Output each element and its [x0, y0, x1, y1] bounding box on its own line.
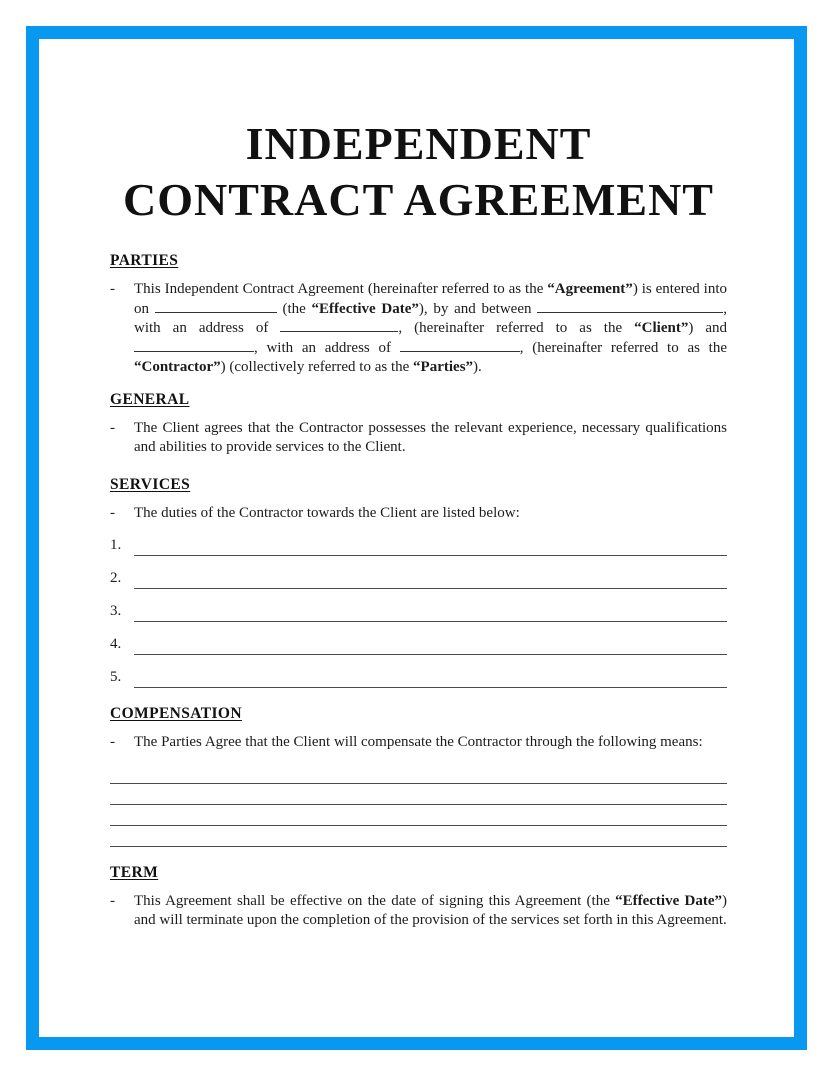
service-line-blank [134, 534, 727, 556]
services-heading: SERVICES [110, 475, 191, 493]
fill-in-blank [400, 339, 520, 352]
term-heading: TERM [110, 863, 159, 881]
service-line-number: 4. [110, 636, 122, 652]
compensation-bullet-item [110, 733, 727, 753]
service-line-4 [110, 622, 727, 655]
service-line-number: 5. [110, 669, 122, 685]
fill-in-blank [155, 300, 277, 313]
title-line-1: INDEPENDENT [245, 118, 592, 169]
section-parties [110, 251, 727, 378]
fill-in-blank [280, 319, 398, 332]
compensation-heading: COMPENSATION [110, 705, 242, 722]
document-title [110, 116, 727, 228]
service-line-blank [134, 633, 727, 655]
section-services [110, 475, 727, 689]
section-term [110, 863, 727, 931]
bold-term: “Contractor” [134, 359, 221, 375]
general-heading: GENERAL [110, 390, 190, 408]
bold-term: “Client” [634, 320, 689, 336]
general-paragraph: The Client agrees that the Contractor possesses the relevant experience, necessary qualifications and abilities to provide services to the Client. [134, 419, 727, 455]
services-paragraph: The duties of the Contractor towards the Client are listed below: [134, 504, 520, 521]
bullet-dash: - [110, 892, 115, 909]
service-line-blank [134, 600, 727, 622]
service-line-5 [110, 655, 727, 688]
bold-term: “Parties” [413, 359, 474, 375]
parties-bullet-item [110, 280, 727, 378]
section-compensation [110, 704, 727, 847]
bullet-dash: - [110, 281, 115, 297]
service-line-number: 3. [110, 603, 122, 619]
compensation-blank-line-4 [110, 846, 727, 847]
service-line-blank [134, 567, 727, 589]
compensation-paragraph: The Parties Agree that the Client will compensate the Contractor through the following means: [134, 734, 703, 750]
fill-in-blank [537, 300, 723, 313]
compensation-blank-line-1 [110, 783, 727, 784]
bold-term: “Agreement” [547, 281, 633, 297]
parties-heading: PARTIES [110, 252, 179, 269]
service-line-2 [110, 556, 727, 589]
service-line-number: 2. [110, 570, 122, 586]
parties-paragraph: This Independent Contract Agreement (hereinafter referred to as the “Agreement”) is entered into on (the “Effective Date”), by and between , with an address of , (hereinafter referred to as the “Client”) and , with an address of , (hereinafter referred to as the “Contractor”) (collectively referred to as the “Parties”). [134, 281, 728, 375]
service-line-number: 1. [110, 537, 122, 553]
bold-term: “Effective Date” [311, 300, 419, 317]
document-content [110, 116, 727, 931]
term-paragraph: This Agreement shall be effective on the date of signing this Agreement (the “Effective Date”) and will terminate upon the completion of the provision of the services set forth in this Agreement. [134, 892, 727, 928]
term-bullet-item [110, 892, 727, 931]
fill-in-blank [134, 339, 254, 352]
bullet-dash: - [110, 504, 115, 521]
service-line-3 [110, 589, 727, 622]
bullet-dash: - [110, 734, 115, 750]
services-bullet-item [110, 504, 727, 524]
service-line-blank [134, 666, 727, 688]
section-general [110, 390, 727, 458]
service-line-1 [110, 523, 727, 556]
compensation-blank-line-2 [110, 804, 727, 805]
title-line-2: CONTRACT AGREEMENT [123, 174, 714, 225]
compensation-blank-line-3 [110, 825, 727, 826]
general-bullet-item [110, 419, 727, 458]
bullet-dash: - [110, 419, 115, 436]
bold-term: “Effective Date” [615, 892, 722, 909]
